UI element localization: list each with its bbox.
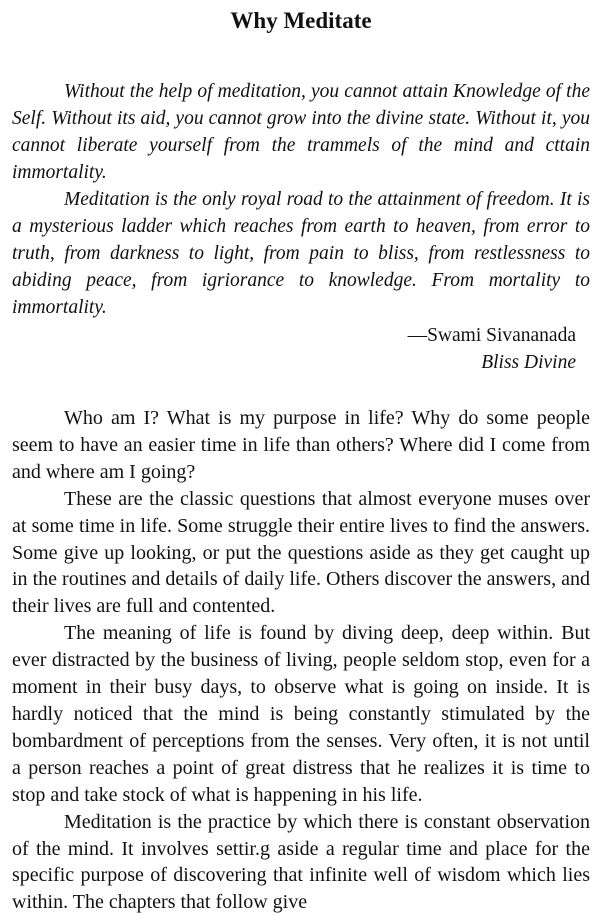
epigraph-source: Bliss Divine: [481, 352, 576, 373]
body-paragraph: These are the classic questions that almost everyone muses over at some time in life. Some struggle their entire lives to find the answers. Some give up looking, or put the questions aside as they get caught up in the routines and details of daily life. Others discover the answers, and their lives are full and contented.: [12, 487, 590, 618]
epigraph: [12, 78, 590, 321]
chapter-body: [12, 405, 590, 916]
body-paragraph: Who am I? What is my purpose in life? Why do some people seem to have an easier time in life than others? Where did I come from and where am I going?: [12, 407, 590, 483]
chapter-title: Why Meditate: [230, 8, 372, 33]
body-paragraph: The meaning of life is found by diving deep, deep within. But ever distracted by the business of living, people seldom stop, even for a moment in their busy days, to observe what is going on inside. It is hardly noticed that the mind is being constantly stimulated by the bombardment of perceptions from the senses. Very often, it is not until a person reaches a point of great distress that he realizes it is time to stop and take stock of what is happening in his life.: [12, 622, 590, 806]
epigraph-paragraph: Meditation is the only royal road to the attainment of freedom. It is a mysterious ladder which reaches from earth to heaven, from error to truth, from darkness to light, from pain to bliss, from restlessness to abiding peace, from igriorance to knowledge. From mortality to immortality.: [12, 189, 590, 318]
epigraph-paragraph: Without the help of meditation, you cannot attain Knowledge of the Self. Without its aid, you cannot grow into the divine state. Without it, you cannot liberate yourself from the trammels of the mind and сttain immortality.: [12, 81, 590, 183]
epigraph-author: —Swami Sivananada: [407, 325, 576, 346]
epigraph-attribution: [12, 322, 590, 376]
body-paragraph: Meditation is the practice by which there is constant observation of the mind. It involves settir.g aside a regular time and place for the specific purpose of discovering that infinite well of wisdom which lies within. The chapters that follow give: [12, 810, 590, 914]
